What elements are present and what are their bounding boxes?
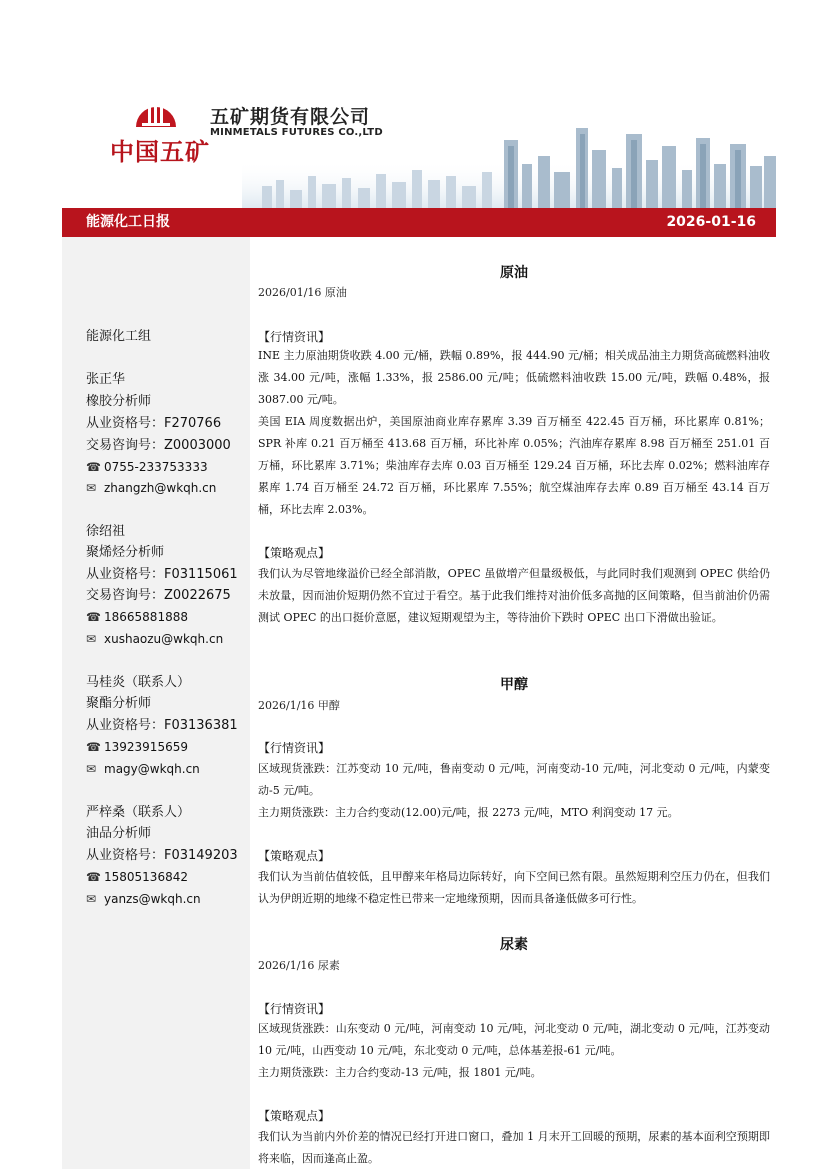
analyst-email[interactable]: ✉ magy@wkqh.cn <box>86 758 200 780</box>
company-name-cn: 五矿期货有限公司 <box>210 106 371 128</box>
analyst-consult-no: 交易咨询号：Z0022675 <box>86 588 231 603</box>
section-subtitle: 2026/1/16 甲醇 <box>258 699 340 712</box>
mail-icon: ✉ <box>86 481 97 495</box>
section-title: 原油 <box>500 265 528 281</box>
market-info-paragraph: 主力期货涨跌：主力合约变动(12.00)元/吨，报 2273 元/吨，MTO 利润变动 17 元。 <box>258 806 679 819</box>
market-info-label: 【行情资讯】 <box>258 741 331 755</box>
analyst-name: 张正华 <box>86 372 126 387</box>
mail-icon: ✉ <box>86 762 97 776</box>
phone-icon: ☎ <box>86 460 101 474</box>
analyst-license: 从业资格号：F03136381 <box>86 718 238 733</box>
logo-text: 中国五矿 <box>110 138 210 166</box>
analyst-phone: ☎ 18665881888 <box>86 606 188 628</box>
analyst-license: 从业资格号：F03149203 <box>86 848 238 863</box>
analyst-email[interactable]: ✉ zhangzh@wkqh.cn <box>86 477 216 499</box>
strategy-label: 【策略观点】 <box>258 849 331 863</box>
mail-icon: ✉ <box>86 892 97 906</box>
analyst-consult-no: 交易咨询号：Z0003000 <box>86 438 231 453</box>
analyst-role: 聚酯分析师 <box>86 696 152 711</box>
analyst-name: 严梓桑（联系人） <box>86 805 191 820</box>
city-skyline-illustration <box>242 120 776 208</box>
phone-icon: ☎ <box>86 870 101 884</box>
phone-icon: ☎ <box>86 740 101 754</box>
analyst-email[interactable]: ✉ yanzs@wkqh.cn <box>86 888 201 910</box>
strategy-label: 【策略观点】 <box>258 546 331 560</box>
analyst-license: 从业资格号：F270766 <box>86 416 222 431</box>
strategy-label: 【策略观点】 <box>258 1109 331 1123</box>
analyst-phone: ☎ 13923915659 <box>86 736 188 758</box>
market-info-paragraph: INE 主力原油期货收跌 4.00 元/桶，跌幅 0.89%，报 444.90 元/桶；相关成品油主力期货高硫燃料油收涨 34.00 元/吨，涨幅 1.33%，报 2586.00 元/吨；低硫燃料油收跌 15.00 元/吨，跌幅 0.48%，报 3087.00 元/吨。 <box>258 349 770 406</box>
strategy-paragraph: 我们认为当前估值较低，且甲醇来年格局边际转好，向下空间已然有限。虽然短期利空压力仍在，但我们认为伊朗近期的地缘不稳定性已带来一定地缘预期，因而具备逢低做多可行性。 <box>258 870 770 905</box>
analyst-role: 橡胶分析师 <box>86 394 152 409</box>
section-title: 尿素 <box>500 937 528 953</box>
analyst-sidebar <box>62 237 250 1169</box>
report-header <box>62 80 776 208</box>
market-info-paragraph: 美国 EIA 周度数据出炉，美国原油商业库存累库 3.39 百万桶至 422.45 百万桶，环比累库 0.81%；SPR 补库 0.21 百万桶至 413.68 百万桶，环比补库 0.05%；汽油库存累库 8.98 百万桶至 251.01 百万桶，环比累库 3.71%；柴油库存去库 0.03 百万桶至 129.24 百万桶，环比去库 0.02%；燃料油库存累库 1.74 百万桶至 24.72 百万桶，环比累库 7.55%；航空煤油库存去库 0.89 百万桶至 43.14 百万桶，环比去库 2.03%。 <box>258 415 770 516</box>
phone-icon: ☎ <box>86 610 101 624</box>
analyst-phone: ☎ 0755-233753333 <box>86 456 208 478</box>
analyst-phone: ☎ 15805136842 <box>86 866 188 888</box>
section-subtitle: 2026/01/16 原油 <box>258 286 347 299</box>
strategy-paragraph: 我们认为当前内外价差的情况已经打开进口窗口，叠加 1 月末开工回暖的预期，尿素的基本面利空预期即将来临，因而逢高止盈。 <box>258 1130 770 1165</box>
market-info-label: 【行情资讯】 <box>258 330 331 344</box>
team-name: 能源化工组 <box>86 329 152 344</box>
minmetals-logo-icon <box>132 93 180 129</box>
analyst-name: 徐绍祖 <box>86 524 126 539</box>
section-subtitle: 2026/1/16 尿素 <box>258 959 340 972</box>
market-info-paragraph: 区域现货涨跌：山东变动 0 元/吨，河南变动 10 元/吨，河北变动 0 元/吨，湖北变动 0 元/吨，江苏变动 10 元/吨，山西变动 10 元/吨，东北变动 0 元/吨，总体基差报-61 元/吨。 <box>258 1022 770 1057</box>
report-banner <box>62 208 776 237</box>
analyst-email[interactable]: ✉ xushaozu@wkqh.cn <box>86 628 223 650</box>
analyst-name: 马桂炎（联系人） <box>86 675 191 690</box>
company-name-en: MINMETALS FUTURES CO.,LTD <box>210 127 383 138</box>
strategy-paragraph: 我们认为尽管地缘溢价已经全部消散，OPEC 虽做增产但量级极低，与此同时我们观测到 OPEC 供给仍未放量，因而油价短期仍然不宜过于看空。基于此我们维持对油价低多高抛的区间策略，但当前油价仍需测试 OPEC 的出口挺价意愿，建议短期观望为主，等待油价下跌时 OPEC 出口下滑做出验证。 <box>258 567 770 624</box>
report-title: 能源化工日报 <box>86 214 170 230</box>
mail-icon: ✉ <box>86 632 97 646</box>
analyst-role: 聚烯烃分析师 <box>86 545 165 560</box>
market-info-label: 【行情资讯】 <box>258 1002 331 1016</box>
section-title: 甲醇 <box>500 677 528 693</box>
market-info-paragraph: 区域现货涨跌：江苏变动 10 元/吨，鲁南变动 0 元/吨，河南变动-10 元/吨，河北变动 0 元/吨，内蒙变动-5 元/吨。 <box>258 762 770 797</box>
market-info-paragraph: 主力期货涨跌：主力合约变动-13 元/吨，报 1801 元/吨。 <box>258 1066 542 1079</box>
report-date: 2026-01-16 <box>666 214 756 230</box>
analyst-role: 油品分析师 <box>86 826 152 841</box>
analyst-license: 从业资格号：F03115061 <box>86 567 238 582</box>
